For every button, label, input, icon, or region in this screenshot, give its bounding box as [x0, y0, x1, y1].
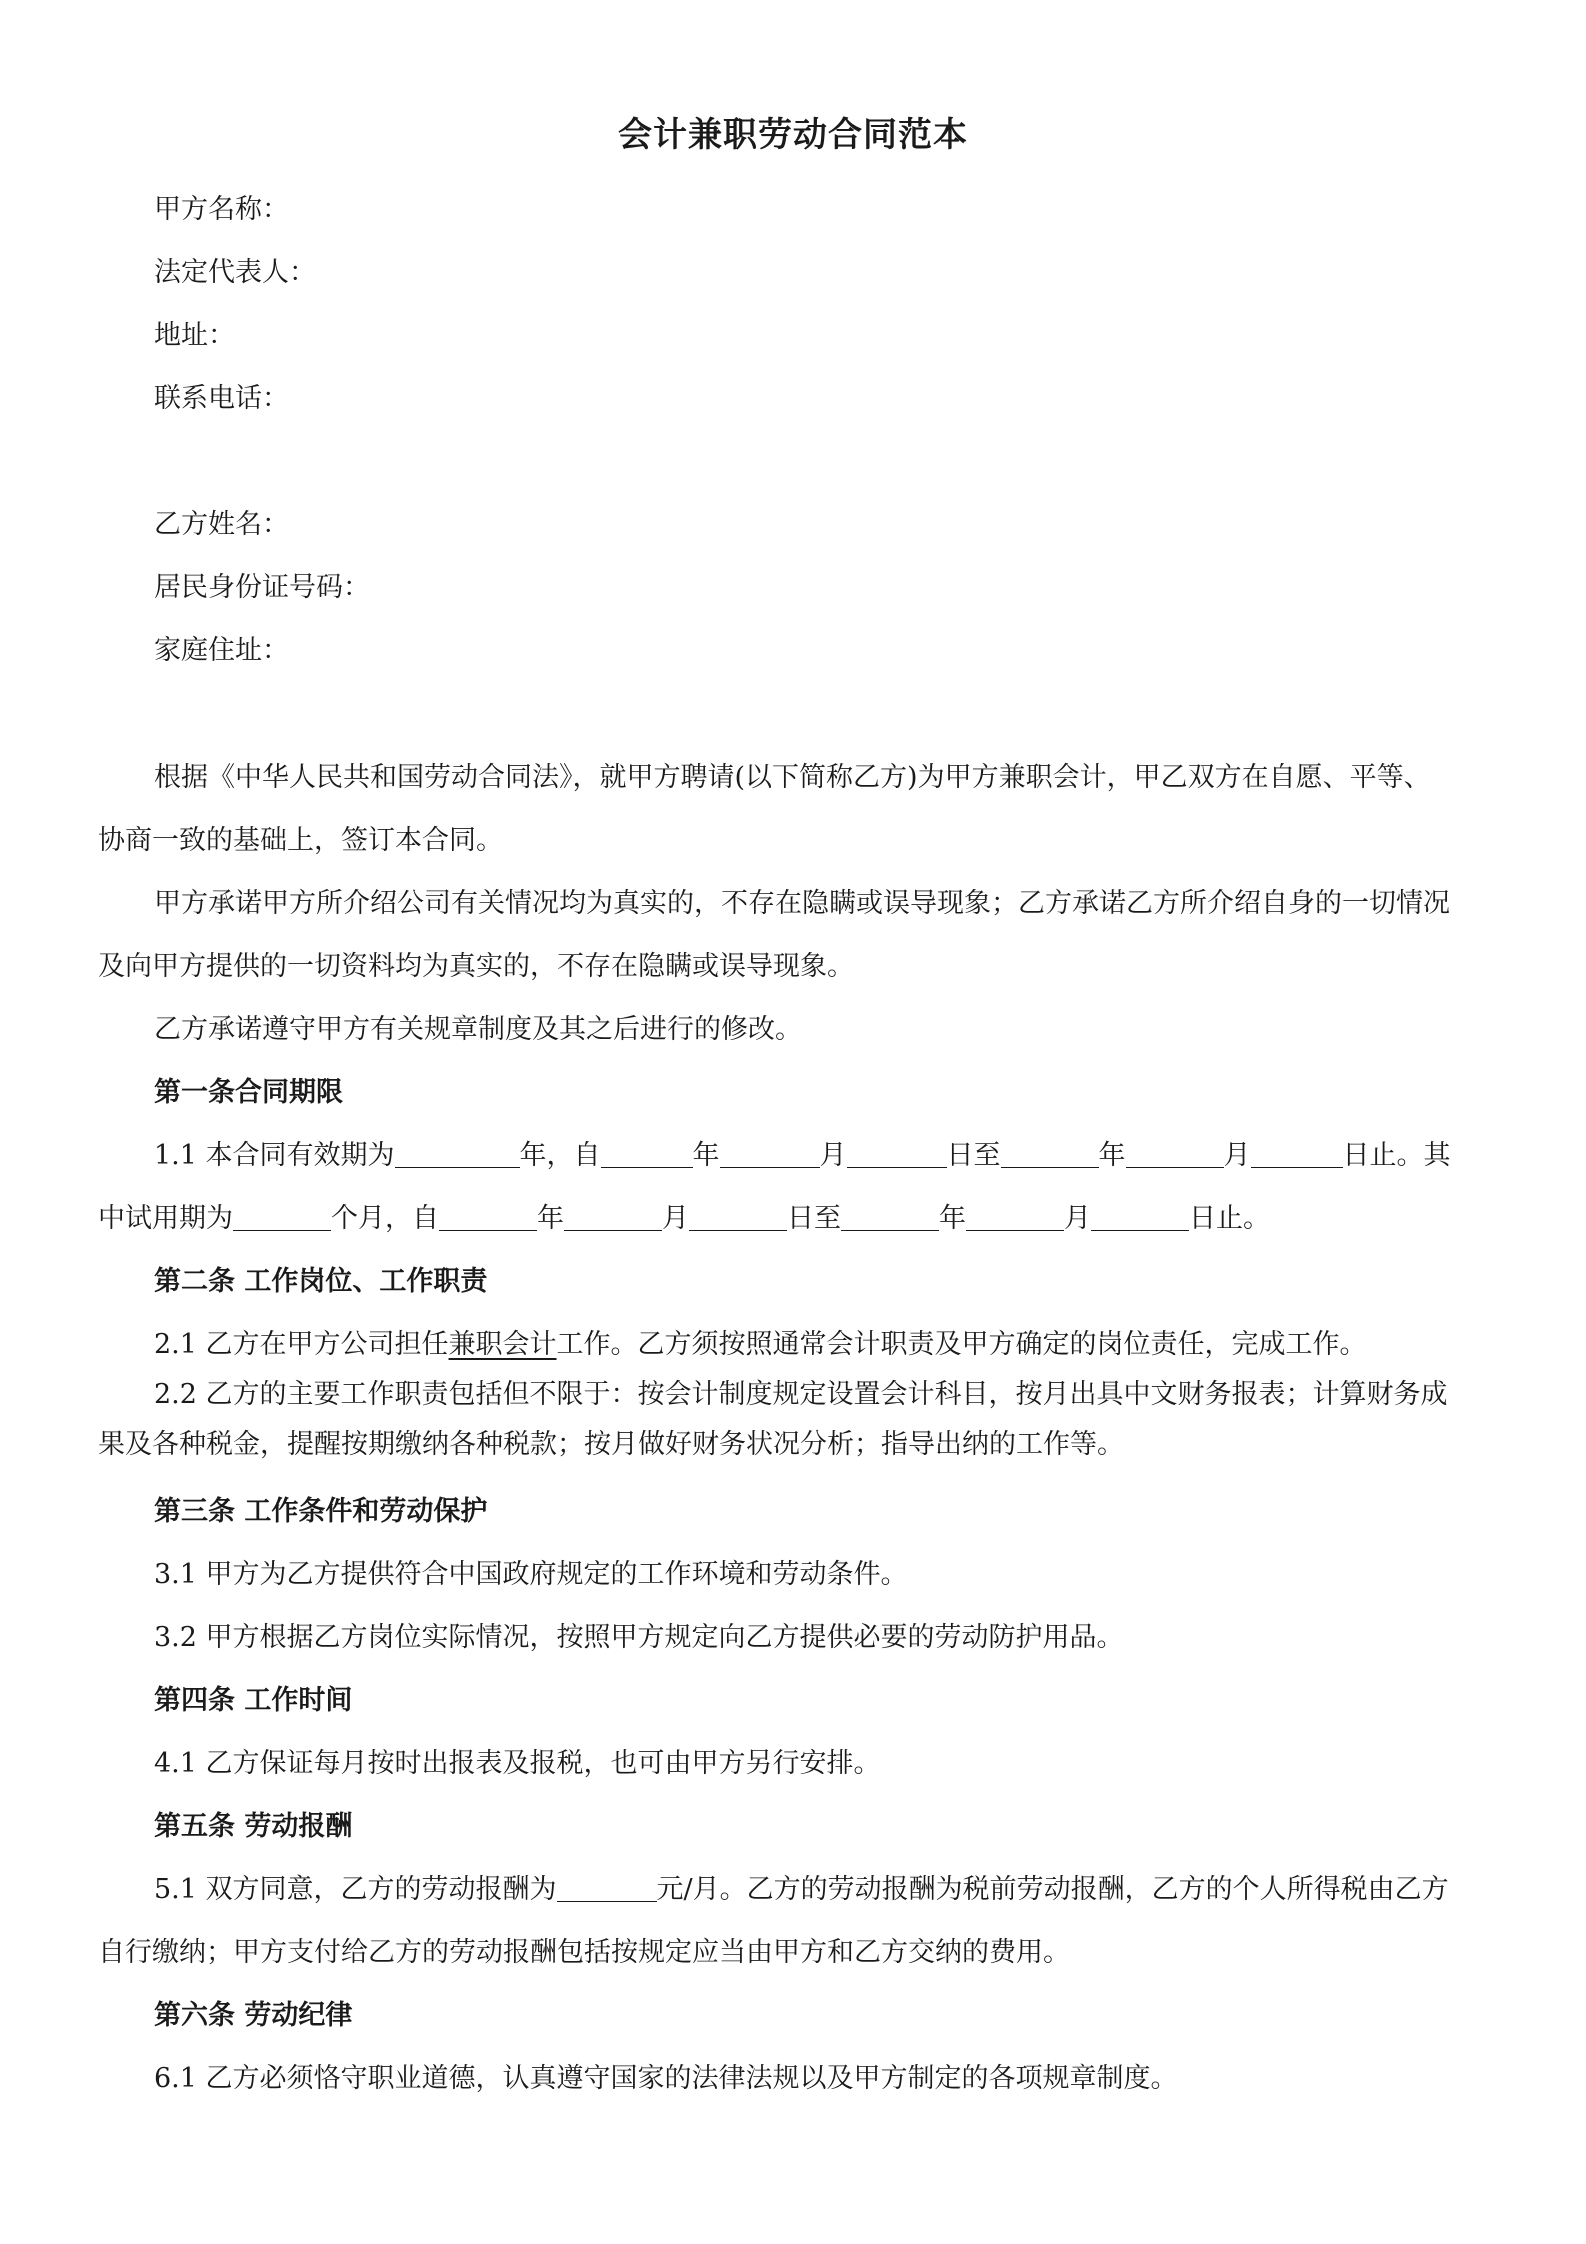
blank-field[interactable]: [439, 1200, 537, 1231]
blank-field[interactable]: [841, 1200, 939, 1231]
article1-clause1-line2: 中试用期为 个月，自 年 月 日至 年 月 日止。: [98, 1199, 1270, 1239]
blank-field[interactable]: [1001, 1137, 1099, 1168]
article4-heading: 第四条 工作时间: [154, 1685, 353, 1716]
blank-field[interactable]: [1091, 1200, 1189, 1231]
article1-heading: 第一条合同期限: [154, 1077, 343, 1108]
article3-clause1: 3.1 甲方为乙方提供符合中国政府规定的工作环境和劳动条件。: [154, 1559, 908, 1590]
salary-blank-field[interactable]: [557, 1871, 657, 1902]
article4-clause1: 4.1 乙方保证每月按时出报表及报税，也可由甲方另行安排。: [154, 1748, 881, 1779]
blank-field[interactable]: [601, 1137, 693, 1168]
blank-field[interactable]: [233, 1200, 331, 1231]
article1-clause1-line1: 1.1 本合同有效期为 年，自 年 月 日至 年 月 日止。其: [154, 1136, 1451, 1176]
address-label: 地址：: [154, 320, 235, 351]
preamble-p2-line1: 甲方承诺甲方所介绍公司有关情况均为真实的，不存在隐瞒或误导现象；乙方承诺乙方所介绍自身的一切情况: [154, 888, 1450, 919]
blank-field[interactable]: [720, 1137, 820, 1168]
blank-field[interactable]: [1251, 1137, 1343, 1168]
preamble-p1-line1: 根据《中华人民共和国劳动合同法》，就甲方聘请(以下简称乙方)为甲方兼职会计，甲乙双方在自愿、平等、: [154, 762, 1431, 793]
home-address-label: 家庭住址：: [154, 635, 289, 666]
party-b-name-label: 乙方姓名：: [154, 509, 289, 540]
article2-clause2-line2: 果及各种税金，提醒按期缴纳各种税款；按月做好财务状况分析；指导出纳的工作等。: [98, 1429, 1124, 1460]
preamble-p1-line2: 协商一致的基础上，签订本合同。: [98, 825, 503, 856]
article3-clause2: 3.2 甲方根据乙方岗位实际情况，按照甲方规定向乙方提供必要的劳动防护用品。: [154, 1622, 1124, 1653]
article2-heading: 第二条 工作岗位、工作职责: [154, 1266, 488, 1297]
article5-clause1-line2: 自行缴纳；甲方支付给乙方的劳动报酬包括按规定应当由甲方和乙方交纳的费用。: [98, 1937, 1070, 1968]
document-title: 会计兼职劳动合同范本: [618, 115, 968, 155]
blank-field[interactable]: [1126, 1137, 1224, 1168]
blank-field[interactable]: [564, 1200, 662, 1231]
blank-field[interactable]: [966, 1200, 1064, 1231]
position-field: 兼职会计: [448, 1329, 557, 1360]
blank-field[interactable]: [395, 1137, 520, 1168]
article6-clause1: 6.1 乙方必须恪守职业道德，认真遵守国家的法律法规以及甲方制定的各项规章制度。: [154, 2063, 1178, 2094]
party-a-name-label: 甲方名称：: [154, 194, 289, 225]
article2-clause2-line1: 2.2 乙方的主要工作职责包括但不限于：按会计制度规定设置会计科目，按月出具中文财务报表；计算财务成: [154, 1379, 1448, 1410]
article6-heading: 第六条 劳动纪律: [154, 2000, 353, 2031]
preamble-p2-line2: 及向甲方提供的一切资料均为真实的，不存在隐瞒或误导现象。: [98, 951, 854, 982]
id-number-label: 居民身份证号码：: [154, 572, 370, 603]
blank-field[interactable]: [689, 1200, 787, 1231]
article3-heading: 第三条 工作条件和劳动保护: [154, 1496, 488, 1527]
article5-heading: 第五条 劳动报酬: [154, 1811, 353, 1842]
legal-rep-label: 法定代表人：: [154, 257, 316, 288]
phone-label: 联系电话：: [154, 383, 289, 414]
article2-clause1: 2.1 乙方在甲方公司担任兼职会计工作。乙方须按照通常会计职责及甲方确定的岗位责任，完成工作。: [154, 1329, 1367, 1360]
blank-field[interactable]: [847, 1137, 947, 1168]
article5-clause1-line1: 5.1 双方同意，乙方的劳动报酬为 元/月。乙方的劳动报酬为税前劳动报酬，乙方的个人所得税由乙方: [154, 1870, 1449, 1910]
preamble-p3: 乙方承诺遵守甲方有关规章制度及其之后进行的修改。: [154, 1014, 802, 1045]
